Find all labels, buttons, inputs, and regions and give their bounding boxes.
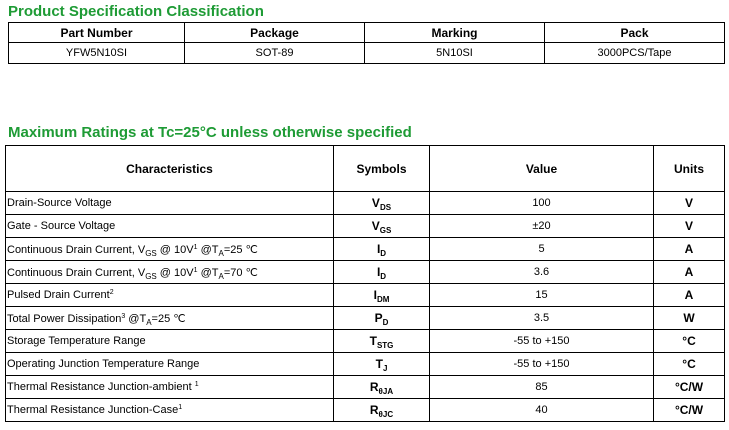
characteristic-text: @T bbox=[197, 266, 219, 279]
characteristic-subscript: GS bbox=[145, 271, 157, 281]
header-value: Value bbox=[430, 146, 654, 192]
rating-symbol bbox=[334, 192, 430, 215]
symbol-text: R bbox=[369, 380, 379, 394]
ratings-table bbox=[5, 145, 725, 422]
spec-section-title: Product Specification Classification bbox=[8, 3, 264, 20]
rating-row bbox=[6, 192, 725, 215]
characteristic-text: Operating Junction Temperature Range bbox=[7, 358, 200, 370]
characteristic-text: =70 ℃ bbox=[223, 266, 258, 279]
header-marking: Marking bbox=[365, 23, 545, 43]
rating-unit: °C/W bbox=[654, 376, 725, 399]
rating-symbol bbox=[334, 307, 430, 330]
characteristic-text: Storage Temperature Range bbox=[7, 335, 146, 347]
rating-unit: V bbox=[654, 215, 725, 238]
rating-unit: A bbox=[654, 261, 725, 284]
rating-symbol bbox=[334, 330, 430, 353]
characteristic-text: Continuous Drain Current, V bbox=[7, 243, 146, 256]
characteristic-text: Drain-Source Voltage bbox=[7, 197, 112, 209]
symbol-subscript: GS bbox=[379, 226, 392, 235]
header-units: Units bbox=[654, 146, 725, 192]
characteristic-text: Continuous Drain Current, V bbox=[7, 266, 146, 279]
symbol-subscript: D bbox=[380, 272, 387, 281]
rating-symbol bbox=[334, 238, 430, 261]
characteristic-superscript: 2 bbox=[109, 289, 114, 296]
characteristic-text: Gate - Source Voltage bbox=[7, 220, 116, 232]
characteristic-text: Total Power Dissipation bbox=[7, 312, 122, 325]
symbol-text: T bbox=[369, 334, 377, 348]
rating-symbol bbox=[334, 399, 430, 422]
rating-unit: W bbox=[654, 307, 725, 330]
spec-header-row bbox=[9, 23, 725, 43]
header-package: Package bbox=[185, 23, 365, 43]
rating-row bbox=[6, 399, 725, 422]
ratings-section-title: Maximum Ratings at Tc=25°C unless otherwise specified bbox=[8, 124, 412, 141]
characteristic-text: Pulsed Drain Current bbox=[7, 289, 110, 301]
rating-value: 100 bbox=[430, 192, 654, 215]
rating-characteristic bbox=[6, 376, 334, 399]
symbol-subscript: θJC bbox=[378, 410, 394, 419]
rating-unit: A bbox=[654, 238, 725, 261]
rating-characteristic bbox=[6, 261, 334, 284]
symbol-subscript: θJA bbox=[378, 387, 394, 396]
rating-value: 3.6 bbox=[430, 261, 654, 284]
rating-row bbox=[6, 215, 725, 238]
symbol-text: T bbox=[375, 357, 383, 371]
symbol-text: V bbox=[371, 219, 380, 233]
characteristic-superscript: 1 bbox=[194, 381, 199, 388]
marking-value: 5N10SI bbox=[365, 43, 545, 64]
rating-value: 3.5 bbox=[430, 307, 654, 330]
spec-data-row bbox=[9, 43, 725, 64]
characteristic-superscript: 1 bbox=[178, 404, 183, 411]
rating-value: 40 bbox=[430, 399, 654, 422]
rating-row bbox=[6, 261, 725, 284]
characteristic-superscript: 1 bbox=[193, 266, 198, 274]
rating-characteristic bbox=[6, 330, 334, 353]
rating-characteristic bbox=[6, 353, 334, 376]
characteristic-subscript: A bbox=[218, 271, 224, 281]
rating-value: -55 to +150 bbox=[430, 353, 654, 376]
package-value: SOT-89 bbox=[185, 43, 365, 64]
rating-unit: °C bbox=[654, 330, 725, 353]
rating-unit: V bbox=[654, 192, 725, 215]
rating-value: 15 bbox=[430, 284, 654, 307]
ratings-body bbox=[6, 192, 725, 422]
rating-row bbox=[6, 284, 725, 307]
characteristic-text: @ 10V bbox=[156, 243, 194, 256]
symbol-text: I bbox=[373, 288, 377, 302]
rating-value: ±20 bbox=[430, 215, 654, 238]
rating-unit: °C bbox=[654, 353, 725, 376]
rating-characteristic bbox=[6, 192, 334, 215]
rating-characteristic bbox=[6, 215, 334, 238]
characteristic-subscript: GS bbox=[145, 248, 157, 258]
pack-value: 3000PCS/Tape bbox=[545, 43, 725, 64]
characteristic-text: =25 ℃ bbox=[223, 243, 258, 256]
characteristic-superscript: 1 bbox=[193, 243, 198, 251]
rating-row bbox=[6, 330, 725, 353]
part-number-value: YFW5N10SI bbox=[9, 43, 185, 64]
characteristic-superscript: 3 bbox=[121, 312, 126, 320]
characteristic-text: Thermal Resistance Junction-ambient bbox=[7, 381, 195, 393]
symbol-subscript: J bbox=[382, 364, 388, 373]
symbol-subscript: DS bbox=[379, 203, 392, 212]
characteristic-text: @T bbox=[197, 243, 219, 256]
characteristic-subscript: A bbox=[146, 317, 152, 327]
symbol-subscript: D bbox=[382, 318, 389, 327]
rating-row bbox=[6, 238, 725, 261]
rating-characteristic bbox=[6, 284, 334, 307]
spec-table bbox=[8, 22, 725, 64]
rating-row bbox=[6, 353, 725, 376]
rating-symbol bbox=[334, 261, 430, 284]
rating-value: 85 bbox=[430, 376, 654, 399]
characteristic-subscript: A bbox=[218, 248, 224, 258]
rating-value: 5 bbox=[430, 238, 654, 261]
symbol-text: I bbox=[376, 242, 381, 256]
header-characteristics: Characteristics bbox=[6, 146, 334, 192]
rating-unit: °C/W bbox=[654, 399, 725, 422]
symbol-text: I bbox=[376, 265, 381, 279]
ratings-header-row bbox=[6, 146, 725, 192]
characteristic-text: @T bbox=[125, 312, 147, 325]
symbol-text: R bbox=[369, 403, 379, 417]
header-symbols: Symbols bbox=[334, 146, 430, 192]
characteristic-text: =25 ℃ bbox=[151, 312, 186, 325]
rating-symbol bbox=[334, 353, 430, 376]
header-part-number: Part Number bbox=[9, 23, 185, 43]
rating-unit: A bbox=[654, 284, 725, 307]
rating-characteristic bbox=[6, 399, 334, 422]
rating-row bbox=[6, 307, 725, 330]
symbol-text: V bbox=[371, 196, 380, 210]
rating-characteristic bbox=[6, 238, 334, 261]
symbol-text: P bbox=[374, 311, 383, 325]
header-pack: Pack bbox=[545, 23, 725, 43]
rating-symbol bbox=[334, 376, 430, 399]
symbol-subscript: STG bbox=[376, 341, 394, 350]
characteristic-text: Thermal Resistance Junction-Case bbox=[7, 404, 179, 416]
rating-symbol bbox=[334, 215, 430, 238]
rating-row bbox=[6, 376, 725, 399]
rating-value: -55 to +150 bbox=[430, 330, 654, 353]
rating-symbol bbox=[334, 284, 430, 307]
characteristic-text: @ 10V bbox=[156, 266, 194, 279]
symbol-subscript: DM bbox=[376, 295, 390, 304]
rating-characteristic bbox=[6, 307, 334, 330]
symbol-subscript: D bbox=[380, 249, 387, 258]
